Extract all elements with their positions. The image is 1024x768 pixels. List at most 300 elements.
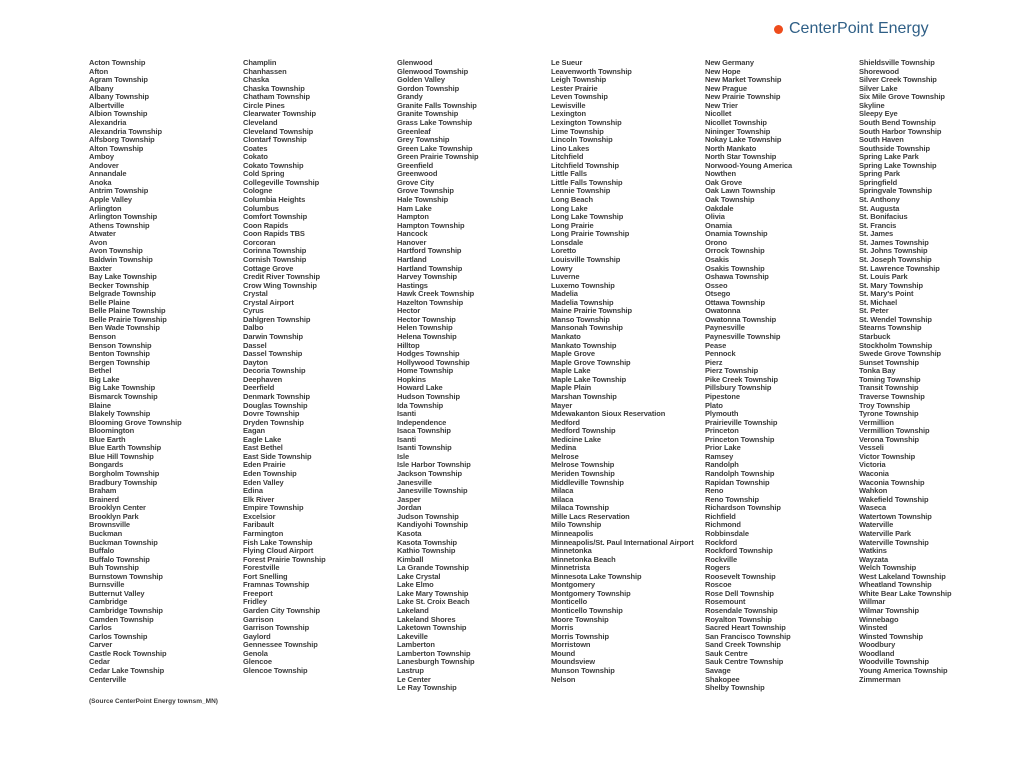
township-list-item: St. Mary's Point bbox=[859, 289, 914, 299]
township-list-item: Starbuck bbox=[859, 332, 891, 341]
township-list-item: Long Beach bbox=[551, 195, 593, 204]
township-list-item: Antrim Township bbox=[89, 186, 149, 196]
township-list-item: Springvale Township bbox=[859, 186, 932, 196]
township-list-item: Lexington Township bbox=[551, 117, 622, 127]
township-list-item: Middleville Township bbox=[551, 477, 624, 487]
township-list-item: Waterville Township bbox=[859, 537, 929, 547]
township-list-item: Watertown Township bbox=[859, 511, 932, 521]
township-list-item: Wheatland Township bbox=[859, 580, 932, 590]
township-list-item: Waterville Park bbox=[859, 528, 911, 538]
township-list-item: Benson Township bbox=[89, 340, 152, 350]
township-list-item: Coates bbox=[243, 143, 268, 153]
township-list-item: Buh Township bbox=[89, 563, 139, 573]
township-list-item: Lake Mary Township bbox=[397, 588, 469, 598]
township-list-item: Medicine Lake bbox=[551, 434, 601, 444]
township-list-item: Lakeland Shores bbox=[397, 614, 456, 624]
township-list-item: Hancock bbox=[397, 229, 428, 239]
township-list-item: Olivia bbox=[705, 212, 725, 222]
township-list-item: Eden Township bbox=[243, 469, 297, 478]
township-list-item: Chanhassen bbox=[243, 66, 287, 76]
township-list-item: Robbinsdale bbox=[705, 528, 749, 538]
township-list-item: Jordan bbox=[397, 503, 422, 513]
township-list-item: Monticello bbox=[551, 597, 588, 607]
township-list-item: Hawk Creek Township bbox=[397, 289, 475, 299]
township-list-item: Ida Township bbox=[397, 400, 444, 410]
township-list-item: Medford bbox=[551, 417, 580, 427]
township-list-item: Royalton Township bbox=[705, 614, 772, 624]
township-list-item: Kimball bbox=[397, 554, 424, 564]
township-list-item: Belgrade Township bbox=[89, 289, 156, 299]
township-list-item: St. Anthony bbox=[859, 195, 900, 204]
township-list-item: Rapidan Township bbox=[705, 477, 770, 487]
township-list-item: Clontarf Township bbox=[243, 135, 307, 145]
township-list-item: Savage bbox=[705, 665, 731, 675]
township-list-item: Munson Township bbox=[551, 665, 615, 675]
township-list-item: Hodges Township bbox=[397, 349, 460, 359]
township-list-item: Rosendale Township bbox=[705, 606, 778, 615]
township-list-item: Albany bbox=[89, 83, 114, 93]
township-list-item: Buckman bbox=[89, 528, 123, 538]
township-list-item: Medford Township bbox=[551, 426, 616, 436]
township-list-item: Cambridge Township bbox=[89, 606, 163, 615]
township-column-2 bbox=[243, 59, 393, 676]
township-list-item: Wahkon bbox=[859, 486, 888, 496]
township-list-item: Litchfield bbox=[551, 152, 584, 162]
township-list-item: Leigh Township bbox=[551, 75, 607, 85]
township-list-item: Greenwood bbox=[397, 169, 438, 179]
township-list-item: St. Augusta bbox=[859, 203, 900, 213]
township-column-4 bbox=[551, 59, 701, 684]
township-list-item: Six Mile Grove Township bbox=[859, 92, 945, 102]
township-list-item: Lennie Township bbox=[551, 186, 611, 196]
township-list-item: Shakopee bbox=[705, 674, 740, 684]
township-list-item: Oakdale bbox=[705, 203, 734, 213]
township-list-item: Roscoe bbox=[705, 580, 732, 590]
township-list-item: Woodland bbox=[859, 648, 895, 658]
township-list-item: Garrison bbox=[243, 614, 274, 624]
township-list-item: Buffalo bbox=[89, 546, 115, 556]
township-list-item: Darwin Township bbox=[243, 332, 304, 341]
township-list-item: Sauk Centre Township bbox=[705, 657, 784, 667]
township-list-item: Princeton Township bbox=[705, 434, 775, 444]
township-list-item: Isanti bbox=[397, 409, 416, 419]
township-list-item: Maple Lake bbox=[551, 366, 591, 376]
township-list-item: Rockford bbox=[705, 537, 738, 547]
township-list-item: Nicollet Township bbox=[705, 117, 767, 127]
township-list-item: Onamia bbox=[705, 220, 732, 230]
township-list-item: Paynesville Township bbox=[705, 332, 781, 341]
township-list-item: St. Joseph Township bbox=[859, 254, 932, 264]
township-list-item: Traverse Township bbox=[859, 391, 925, 401]
township-list-item: Onamia Township bbox=[705, 229, 768, 239]
township-list-item: Spring Park bbox=[859, 169, 900, 179]
township-list-item: Elk River bbox=[243, 494, 275, 504]
township-list-item: Cedar bbox=[89, 657, 110, 667]
township-list-item: Oak Grove bbox=[705, 177, 743, 187]
township-list-item: Victor Township bbox=[859, 451, 916, 461]
township-list-item: Little Falls bbox=[551, 169, 587, 179]
township-list-item: Cyrus bbox=[243, 306, 264, 316]
township-list-item: Morris bbox=[551, 623, 574, 633]
township-list-item: Dayton bbox=[243, 357, 268, 367]
township-list-item: Milo Township bbox=[551, 520, 602, 530]
township-list-item: Jasper bbox=[397, 494, 421, 504]
township-list-item: Minneapolis/St. Paul International Airport bbox=[551, 537, 694, 547]
township-list-item: Monticello Township bbox=[551, 606, 623, 615]
township-list-item: Sauk Centre bbox=[705, 648, 748, 658]
township-list-item: Rosemount bbox=[705, 597, 746, 607]
township-list-item: St. Lawrence Township bbox=[859, 263, 940, 273]
township-list-item: Alton Township bbox=[89, 143, 144, 153]
township-list-item: Carlos Township bbox=[89, 631, 148, 641]
township-list-item: Ramsey bbox=[705, 451, 734, 461]
township-column-5 bbox=[705, 59, 855, 693]
township-list-item: Granite Falls Township bbox=[397, 100, 477, 110]
township-list-item: North Star Township bbox=[705, 152, 777, 162]
township-list-item: Melrose bbox=[551, 451, 579, 461]
township-list-item: Blaine bbox=[89, 400, 111, 410]
township-list-item: Golden Valley bbox=[397, 75, 445, 85]
township-list-item: Oak Lawn Township bbox=[705, 186, 776, 196]
township-list-item: Agram Township bbox=[89, 75, 148, 85]
township-list-item: Southside Township bbox=[859, 143, 930, 153]
township-list-item: Chaska Township bbox=[243, 83, 305, 93]
township-list-item: Long Lake bbox=[551, 203, 588, 213]
township-list-item: Sleepy Eye bbox=[859, 109, 898, 119]
township-list-item: Randolph bbox=[705, 460, 739, 470]
township-list-item: Lexington bbox=[551, 109, 586, 119]
township-list-item: Janesville Township bbox=[397, 486, 468, 496]
township-list-item: Madelia Township bbox=[551, 297, 614, 307]
township-list-item: Roosevelt Township bbox=[705, 571, 776, 581]
township-list-item: Deerfield bbox=[243, 383, 275, 393]
township-list-item: South Harbor Township bbox=[859, 126, 942, 136]
township-list-item: Alexandria Township bbox=[89, 126, 162, 136]
township-list-item: South Bend Township bbox=[859, 117, 936, 127]
township-list-item: Long Prairie bbox=[551, 220, 594, 230]
township-list-item: Nininger Township bbox=[705, 126, 771, 136]
township-list-item: Dovre Township bbox=[243, 409, 300, 419]
township-list-item: St. Louis Park bbox=[859, 272, 908, 282]
township-list-item: Silver Lake bbox=[859, 83, 898, 93]
township-list-item: Hopkins bbox=[397, 374, 426, 384]
township-list-item: Ben Wade Township bbox=[89, 323, 160, 333]
township-list-item: Orono bbox=[705, 237, 727, 247]
township-list-item: Minneapolis bbox=[551, 528, 594, 538]
township-list-item: Home Township bbox=[397, 366, 454, 376]
township-list-item: Wilmar Township bbox=[859, 606, 919, 615]
township-list-item: Hanover bbox=[397, 237, 427, 247]
township-list-item: Howard Lake bbox=[397, 383, 443, 393]
township-list-item: Greenfield bbox=[397, 160, 434, 170]
township-list-item: Leavenworth Township bbox=[551, 66, 632, 76]
township-list-item: Lime Township bbox=[551, 126, 604, 136]
township-list-item: Rose Dell Township bbox=[705, 588, 774, 598]
township-list-item: Eden Valley bbox=[243, 477, 284, 487]
township-list-item: Mdewakanton Sioux Reservation bbox=[551, 409, 666, 419]
township-list-item: Brownsville bbox=[89, 520, 130, 530]
township-list-item: Le Sueur bbox=[551, 58, 583, 67]
township-list-item: Kasota bbox=[397, 528, 422, 538]
township-list-item: Belle Prairie Township bbox=[89, 314, 167, 324]
township-list-item: Hartland bbox=[397, 254, 427, 264]
township-list-item: Edina bbox=[243, 486, 263, 496]
township-list-item: Tyrone Township bbox=[859, 409, 919, 419]
township-list-item: Faribault bbox=[243, 520, 274, 530]
township-list-item: Centerville bbox=[89, 674, 127, 684]
township-list-item: St. Wendel Township bbox=[859, 314, 932, 324]
township-list-item: Columbia Heights bbox=[243, 195, 306, 204]
township-list-item: Helen Township bbox=[397, 323, 453, 333]
township-list-item: Coon Rapids TBS bbox=[243, 229, 305, 239]
township-list-item: Pennock bbox=[705, 349, 736, 359]
township-list-item: Zimmerman bbox=[859, 674, 901, 684]
township-list-item: Waseca bbox=[859, 503, 887, 513]
township-list-item: Anoka bbox=[89, 177, 112, 187]
township-list-item: Little Falls Township bbox=[551, 177, 623, 187]
township-list-item: Victoria bbox=[859, 460, 886, 470]
township-list-item: East Bethel bbox=[243, 443, 283, 453]
township-list-item: Morristown bbox=[551, 640, 591, 650]
township-list-item: Avon Township bbox=[89, 246, 143, 256]
township-list-item: Dassel Township bbox=[243, 349, 303, 359]
township-list-item: Moore Township bbox=[551, 614, 609, 624]
township-list-item: Blakely Township bbox=[89, 409, 151, 419]
township-list-item: Stockholm Township bbox=[859, 340, 933, 350]
township-list-item: Madelia bbox=[551, 289, 578, 299]
township-list-item: Bergen Township bbox=[89, 357, 150, 367]
township-list-item: Winnebago bbox=[859, 614, 899, 624]
township-list-item: St. Francis bbox=[859, 220, 897, 230]
township-list-item: St. Bonifacius bbox=[859, 212, 908, 222]
township-list-item: Woodville Township bbox=[859, 657, 930, 667]
township-list-item: Richmond bbox=[705, 520, 741, 530]
township-list-item: Lewisville bbox=[551, 100, 586, 110]
township-list-item: Marshan Township bbox=[551, 391, 617, 401]
source-note: (Source CenterPoint Energy townsm_MN) bbox=[89, 698, 218, 705]
township-list-item: Meriden Township bbox=[551, 469, 615, 478]
township-list-item: Sunset Township bbox=[859, 357, 920, 367]
township-list-item: Isle Harbor Township bbox=[397, 460, 471, 470]
township-list-item: Alexandria bbox=[89, 117, 127, 127]
township-list-item: Milaca bbox=[551, 486, 574, 496]
township-list-item: St. Johns Township bbox=[859, 246, 928, 256]
township-list-item: Morris Township bbox=[551, 631, 609, 641]
township-list-item: Lester Prairie bbox=[551, 83, 598, 93]
township-list-item: Rockford Township bbox=[705, 546, 773, 556]
township-list-item: Big Lake bbox=[89, 374, 120, 384]
township-list-item: Grove Township bbox=[397, 186, 454, 196]
township-list-item: Lake St. Croix Beach bbox=[397, 597, 470, 607]
township-list-item: Maple Grove Township bbox=[551, 357, 631, 367]
township-list-item: St. Michael bbox=[859, 297, 898, 307]
township-list-item: Crystal Airport bbox=[243, 297, 294, 307]
township-list-item: Acton Township bbox=[89, 58, 146, 67]
township-list-item: Springfield bbox=[859, 177, 898, 187]
township-list-item: Mankato bbox=[551, 332, 581, 341]
township-list-item: Minnetonka Beach bbox=[551, 554, 616, 564]
township-list-item: Norwood-Young America bbox=[705, 160, 793, 170]
township-list-item: Lakeland bbox=[397, 606, 429, 615]
township-list-item: Afton bbox=[89, 66, 109, 76]
township-list-item: Pierz Township bbox=[705, 366, 759, 376]
township-list-item: Columbus bbox=[243, 203, 279, 213]
township-list-item: Hector bbox=[397, 306, 421, 316]
township-list-item: New Hope bbox=[705, 66, 741, 76]
township-list-item: Brooklyn Park bbox=[89, 511, 139, 521]
township-list-item: La Grande Township bbox=[397, 563, 469, 573]
township-list-item: Long Lake Township bbox=[551, 212, 624, 222]
township-list-item: Bradbury Township bbox=[89, 477, 158, 487]
township-list-item: Mound bbox=[551, 648, 576, 658]
township-list-item: Nelson bbox=[551, 674, 576, 684]
township-list-item: Blooming Grove Township bbox=[89, 417, 182, 427]
township-list-item: Brainerd bbox=[89, 494, 120, 504]
township-list-item: Credit River Township bbox=[243, 272, 320, 282]
township-list-item: Lake Crystal bbox=[397, 571, 441, 581]
township-columns bbox=[89, 58, 989, 693]
township-list-item: Manso Township bbox=[551, 314, 610, 324]
township-list-item: Denmark Township bbox=[243, 391, 311, 401]
township-list-item: Mankato Township bbox=[551, 340, 617, 350]
township-list-item: Nowthen bbox=[705, 169, 736, 179]
township-list-item: Gennessee Township bbox=[243, 640, 318, 650]
township-list-item: Brooklyn Center bbox=[89, 503, 146, 513]
township-list-item: Wakefield Township bbox=[859, 494, 929, 504]
township-list-item: South Haven bbox=[859, 135, 904, 145]
township-list-item: Avon bbox=[89, 237, 108, 247]
township-list-item: Mansonah Township bbox=[551, 323, 623, 333]
township-list-item: Gaylord bbox=[243, 631, 271, 641]
township-list-item: Farmington bbox=[243, 528, 284, 538]
township-list-item: Isanti bbox=[397, 434, 416, 444]
township-list-item: Carlos bbox=[89, 623, 112, 633]
township-list-item: Grass Lake Township bbox=[397, 117, 473, 127]
township-list-item: Le Ray Township bbox=[397, 683, 457, 693]
township-list-item: Pillsbury Township bbox=[705, 383, 772, 393]
township-list-item: Freeport bbox=[243, 588, 273, 598]
township-list-item: Kandiyohi Township bbox=[397, 520, 468, 530]
township-list-item: Camden Township bbox=[89, 614, 154, 624]
township-list-item: Rogers bbox=[705, 563, 731, 573]
township-list-item: Eden Prairie bbox=[243, 460, 286, 470]
township-list-item: Deephaven bbox=[243, 374, 283, 384]
township-list-item: Waconia bbox=[859, 469, 889, 478]
township-list-item: Cedar Lake Township bbox=[89, 665, 165, 675]
township-list-item: Minnetonka bbox=[551, 546, 592, 556]
township-list-item: Hale Township bbox=[397, 195, 449, 204]
township-list-item: Flying Cloud Airport bbox=[243, 546, 314, 556]
township-list-item: Mayer bbox=[551, 400, 573, 410]
township-list-item: Benson bbox=[89, 332, 116, 341]
brand-dot-icon bbox=[774, 25, 783, 34]
township-list-item: Lakeville bbox=[397, 631, 428, 641]
township-list-item: Bongards bbox=[89, 460, 124, 470]
township-list-item: Kasota Township bbox=[397, 537, 458, 547]
township-list-item: Butternut Valley bbox=[89, 588, 145, 598]
township-list-item: Cambridge bbox=[89, 597, 128, 607]
township-list-item: St. James bbox=[859, 229, 894, 239]
township-list-item: North Mankato bbox=[705, 143, 757, 153]
township-list-item: Champlin bbox=[243, 58, 277, 67]
township-column-6 bbox=[859, 59, 1009, 684]
township-list-item: Minnesota Lake Township bbox=[551, 571, 642, 581]
township-list-item: Braham bbox=[89, 486, 117, 496]
township-list-item: Fridley bbox=[243, 597, 267, 607]
township-list-item: Gordon Township bbox=[397, 83, 460, 93]
township-list-item: Hilltop bbox=[397, 340, 420, 350]
township-list-item: Athens Township bbox=[89, 220, 150, 230]
township-list-item: Vesseli bbox=[859, 443, 884, 453]
township-list-item: Grey Township bbox=[397, 135, 450, 145]
township-list-item: Crow Wing Township bbox=[243, 280, 317, 290]
township-list-item: White Bear Lake Township bbox=[859, 588, 952, 598]
township-list-item: Albany Township bbox=[89, 92, 150, 102]
township-list-item: Litchfield Township bbox=[551, 160, 619, 170]
township-list-item: Richfield bbox=[705, 511, 736, 521]
township-list-item: Corcoran bbox=[243, 237, 276, 247]
township-list-item: Shorewood bbox=[859, 66, 899, 76]
township-list-item: Bay Lake Township bbox=[89, 272, 157, 282]
township-list-item: Cleveland bbox=[243, 117, 278, 127]
township-list-item: Wayzata bbox=[859, 554, 889, 564]
township-list-item: Judson Township bbox=[397, 511, 459, 521]
township-list-item: Laketown Township bbox=[397, 623, 467, 633]
township-list-item: Skyline bbox=[859, 100, 885, 110]
township-list-item: Orrock Township bbox=[705, 246, 765, 256]
township-list-item: Cokato bbox=[243, 152, 268, 162]
township-list-item: Hampton bbox=[397, 212, 429, 222]
township-list-item: Young America Township bbox=[859, 665, 948, 675]
township-list-item: Decoria Township bbox=[243, 366, 306, 376]
township-list-item: Owatonna Township bbox=[705, 314, 777, 324]
township-list-item: Lowry bbox=[551, 263, 573, 273]
township-list-item: Shieldsville Township bbox=[859, 58, 935, 67]
township-list-item: Randolph Township bbox=[705, 469, 775, 478]
township-list-item: Prairieville Township bbox=[705, 417, 778, 427]
township-list-item: Green Prairie Township bbox=[397, 152, 479, 162]
township-list-item: Long Prairie Township bbox=[551, 229, 630, 239]
township-list-item: Stearns Township bbox=[859, 323, 922, 333]
township-list-item: St. Mary Township bbox=[859, 280, 923, 290]
township-list-item: Cornish Township bbox=[243, 254, 307, 264]
township-list-item: Amboy bbox=[89, 152, 114, 162]
township-list-item: Belle Plaine bbox=[89, 297, 130, 307]
township-list-item: Minnetrista bbox=[551, 563, 590, 573]
township-list-item: Hastings bbox=[397, 280, 428, 290]
township-list-item: Becker Township bbox=[89, 280, 150, 290]
township-list-item: Clearwater Township bbox=[243, 109, 316, 119]
township-list-item: New Market Township bbox=[705, 75, 782, 85]
township-list-item: New Germany bbox=[705, 58, 754, 67]
township-list-item: Framnas Township bbox=[243, 580, 310, 590]
township-list-item: New Prague bbox=[705, 83, 747, 93]
township-list-item: Greenleaf bbox=[397, 126, 431, 136]
township-list-item: Osakis Township bbox=[705, 263, 765, 273]
township-list-item: Moundsview bbox=[551, 657, 596, 667]
township-list-item: Crystal bbox=[243, 289, 268, 299]
township-list-item: Ottawa Township bbox=[705, 297, 766, 307]
township-list-item: Leven Township bbox=[551, 92, 608, 102]
township-list-item: Castle Rock Township bbox=[89, 648, 167, 658]
township-list-item: Oak Township bbox=[705, 195, 755, 204]
township-list-item: Granite Township bbox=[397, 109, 459, 119]
township-list-item: Cottage Grove bbox=[243, 263, 294, 273]
township-list-item: Jackson Township bbox=[397, 469, 462, 478]
township-list-item: Garrison Township bbox=[243, 623, 310, 633]
township-list-item: Luxemo Township bbox=[551, 280, 615, 290]
township-list-item: New Trier bbox=[705, 100, 738, 110]
